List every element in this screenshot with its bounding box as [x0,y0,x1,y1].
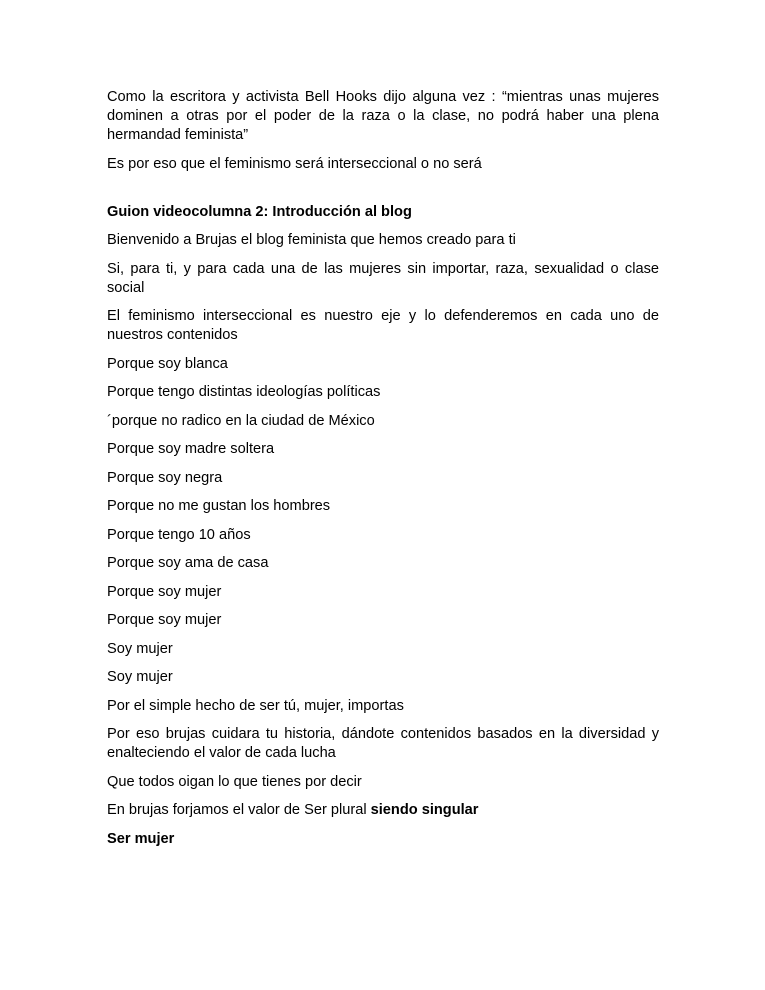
closing-line-text: En brujas forjamos el valor de Ser plural [107,802,371,818]
closing-line-emphasis: siendo singular [370,802,479,818]
document-page [107,88,659,858]
script-line: Porque soy ama de casa [107,555,269,571]
script-line: Porque tengo 10 años [107,526,251,543]
section-heading: Guion videocolumna 2: Introducción al blog [107,203,412,220]
intro-conclusion: Es por eso que el feminismo será interseccional o no será [107,155,482,172]
script-line: Porque soy blanca [107,355,228,372]
script-line: ´porque no radico en la ciudad de México [107,412,375,429]
script-line: Si, para ti, y para cada una de las mujeres sin importar, raza, sexualidad o clase social [107,260,659,296]
intro-quote-paragraph: Como la escritora y activista Bell Hooks dijo alguna vez : “mientras unas mujeres dominen a otras por el poder de la raza o la clase, no podrá haber una plena hermandad feminista” [107,89,659,143]
script-line: Porque tengo distintas ideologías políticas [107,384,381,400]
script-line: Porque no me gustan los hombres [107,498,331,514]
script-line: Porque soy mujer [107,612,222,628]
closing-line [107,801,659,820]
script-line: Por el simple hecho de ser tú, mujer, importas [107,697,404,714]
script-line: Bienvenido a Brujas el blog feminista que hemos creado para ti [107,232,516,248]
script-line: Soy mujer [107,640,173,657]
script-line: Que todos oigan lo que tienes por decir [107,773,362,790]
script-line: El feminismo interseccional es nuestro eje y lo defenderemos en cada uno de nuestros contenidos [107,308,659,343]
final-line: Ser mujer [107,830,175,847]
script-line: Por eso brujas cuidara tu historia, dándote contenidos basados en la diversidad y enalteciendo el valor de cada lucha [107,726,659,761]
script-line: Porque soy madre soltera [107,441,275,457]
script-line: Porque soy mujer [107,583,222,600]
script-line: Porque soy negra [107,469,223,486]
script-line: Soy mujer [107,669,173,685]
